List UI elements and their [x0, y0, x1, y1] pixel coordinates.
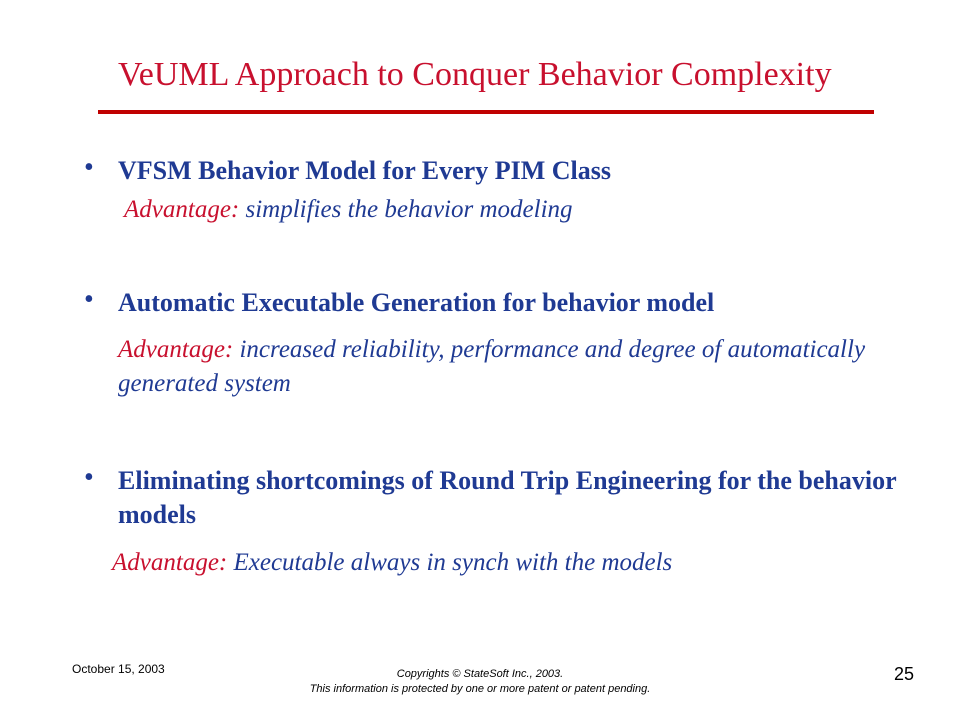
- advantage-line: [112, 546, 912, 580]
- advantage-label: Advantage:: [118, 336, 234, 363]
- advantage-label: Advantage:: [112, 549, 228, 576]
- bullet-text: VFSM Behavior Model for Every PIM Class: [118, 156, 611, 185]
- advantage-text: simplifies the behavior modeling: [239, 196, 573, 223]
- footer-copyright: [240, 667, 720, 697]
- bullet-text: Eliminating shortcomings of Round Trip Engineering for the behavior models: [118, 466, 897, 529]
- bullet-marker: •: [84, 462, 94, 493]
- advantage-line: [124, 193, 924, 227]
- advantage-text: Executable always in synch with the models: [227, 549, 673, 576]
- slide-title: VeUML Approach to Conquer Behavior Complexity: [118, 56, 832, 93]
- bullet-marker: •: [84, 284, 94, 315]
- footer-date: October 15, 2003: [72, 662, 165, 676]
- advantage-line: [118, 333, 898, 401]
- advantage-label: Advantage:: [124, 196, 240, 223]
- advantage-text: increased reliability, performance and degree of automatically generated system: [118, 336, 866, 397]
- patent-notice: This information is protected by one or more patent or patent pending.: [309, 683, 651, 695]
- bullet-text: Automatic Executable Generation for behavior model: [118, 288, 715, 317]
- copyright-line: Copyrights © StateSoft Inc., 2003.: [396, 668, 564, 680]
- bullet-marker: •: [84, 152, 94, 183]
- page-number: 25: [894, 664, 915, 684]
